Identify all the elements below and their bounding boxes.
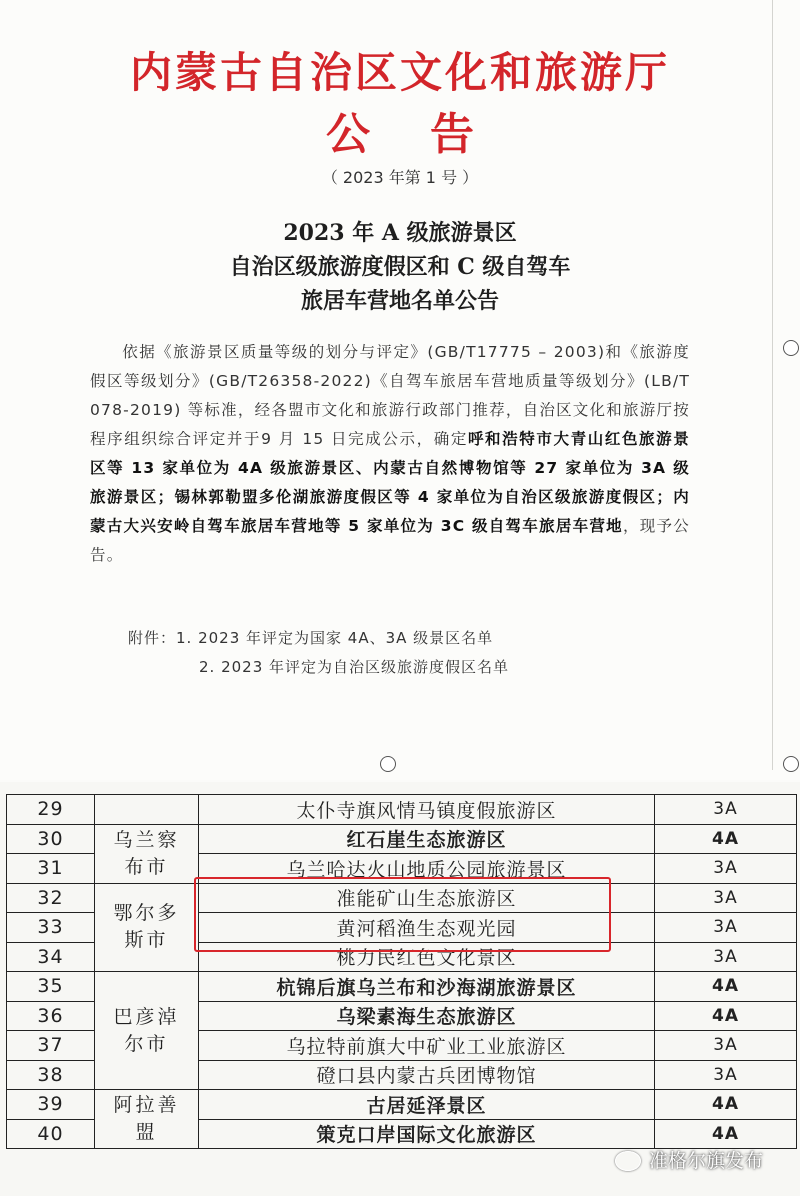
city-name-line: 尔市 — [124, 1032, 169, 1055]
row-number: 36 — [7, 1001, 95, 1031]
scenic-level: 4A — [655, 1119, 797, 1149]
attachment-item: 1. 2023 年评定为国家 4A、3A 级景区名单 — [176, 629, 494, 647]
scenic-level: 4A — [655, 824, 797, 854]
scenic-name: 乌梁素海生态旅游区 — [199, 1001, 655, 1031]
row-number: 31 — [7, 854, 95, 884]
scenic-level: 3A — [655, 1031, 797, 1061]
row-number: 39 — [7, 1090, 95, 1120]
scenic-area-table — [6, 794, 797, 1149]
city-cell — [95, 795, 199, 825]
row-number: 37 — [7, 1031, 95, 1061]
doc-type: 公告 — [326, 109, 534, 160]
scenic-name: 古居延泽景区 — [199, 1090, 655, 1120]
binding-hole — [783, 340, 799, 356]
table-row — [7, 972, 797, 1002]
city-cell — [95, 1090, 199, 1149]
scenic-name: 准能矿山生态旅游区 — [199, 883, 655, 913]
scenic-level: 3A — [655, 795, 797, 825]
scenic-level: 3A — [655, 883, 797, 913]
city-name-line: 盟 — [135, 1121, 158, 1143]
city-cell — [95, 824, 199, 883]
table-row — [7, 824, 797, 854]
row-number: 40 — [7, 1119, 95, 1149]
scenic-level: 3A — [655, 942, 797, 972]
city-cell — [95, 883, 199, 972]
heading-line: 自治区级旅游度假区和 C 级自驾车 — [229, 254, 571, 280]
scenic-level: 3A — [655, 854, 797, 884]
table-row — [7, 795, 797, 825]
row-number: 29 — [7, 795, 95, 825]
scenic-name: 太仆寺旗风情马镇度假旅游区 — [199, 795, 655, 825]
row-number: 35 — [7, 972, 95, 1002]
scenic-level: 4A — [655, 1001, 797, 1031]
attachment-item: 2. 2023 年评定为自治区级旅游度假区名单 — [199, 658, 510, 676]
org-title: 内蒙古自治区文化和旅游厅 — [129, 48, 670, 97]
city-name-line: 布市 — [124, 855, 169, 878]
document-heading — [0, 216, 800, 318]
binding-hole — [783, 756, 799, 772]
scenic-level: 4A — [655, 1090, 797, 1120]
attachments — [128, 624, 728, 682]
scenic-name: 策克口岸国际文化旅游区 — [199, 1119, 655, 1149]
table-page — [0, 782, 800, 1196]
heading-line: 2023 年 A 级旅游景区 — [283, 220, 517, 246]
attachments-label: 附件： — [128, 629, 177, 647]
wechat-icon — [615, 1151, 641, 1171]
scenic-name: 杭锦后旗乌兰布和沙海湖旅游景区 — [199, 972, 655, 1002]
scenic-name: 乌拉特前旗大中矿业工业旅游区 — [199, 1031, 655, 1061]
doc-number: （ 2023 年第 1 号 ） — [321, 168, 479, 187]
body-text-bold: 呼和浩特市大青山红色旅游景区等 13 家单位为 4A 级旅游景区、内蒙古自然博物馆等 27 家单位为 3A 级旅游景区；锡林郭勒盟多伦湖旅游度假区等 4 家单位为自治区级旅游度假区；内蒙古大兴安岭自驾车旅居车营地等 5 家单位为 3C 级自驾车旅居车营地 — [90, 430, 690, 535]
announcement-body — [90, 338, 690, 570]
table-row — [7, 1090, 797, 1120]
watermark-text: 准格尔旗发布 — [649, 1150, 764, 1172]
scenic-level: 3A — [655, 913, 797, 943]
highlight-box — [194, 877, 611, 952]
row-number: 33 — [7, 913, 95, 943]
row-number: 30 — [7, 824, 95, 854]
scenic-name: 红石崖生态旅游区 — [199, 824, 655, 854]
city-name-line: 阿拉善 — [113, 1094, 180, 1116]
scenic-name: 黄河稻渔生态观光园 — [199, 913, 655, 943]
body-text-plain: ，现予公告。 — [90, 517, 690, 564]
scenic-level: 4A — [655, 972, 797, 1002]
city-name-line: 乌兰察 — [113, 828, 180, 851]
binding-hole — [380, 756, 396, 772]
scenic-level: 3A — [655, 1060, 797, 1090]
scenic-name: 桃力民红色文化景区 — [199, 942, 655, 972]
scenic-name: 乌兰哈达火山地质公园旅游景区 — [199, 854, 655, 884]
scenic-name: 磴口县内蒙古兵团博物馆 — [199, 1060, 655, 1090]
row-number: 32 — [7, 883, 95, 913]
city-name-line: 巴彦淖 — [113, 1005, 180, 1028]
city-cell — [95, 972, 199, 1090]
row-number: 34 — [7, 942, 95, 972]
heading-line: 旅居车营地名单公告 — [300, 288, 499, 314]
watermark — [615, 1146, 763, 1176]
city-name-line: 斯市 — [124, 929, 169, 952]
body-text-plain: 依据《旅游景区质量等级的划分与评定》(GB/T17775 – 2003)和《旅游度假区等级划分》(GB/T26358-2022)《自驾车旅居车营地质量等级划分》(LB/T 078-2019) 等标准，经各盟市文化和旅游行政部门推荐，自治区文化和旅游厅按程序组织综合评定并于9 月 15 日完成公示，确定 — [90, 343, 690, 448]
row-number: 38 — [7, 1060, 95, 1090]
city-name-line: 鄂尔多 — [113, 902, 180, 925]
